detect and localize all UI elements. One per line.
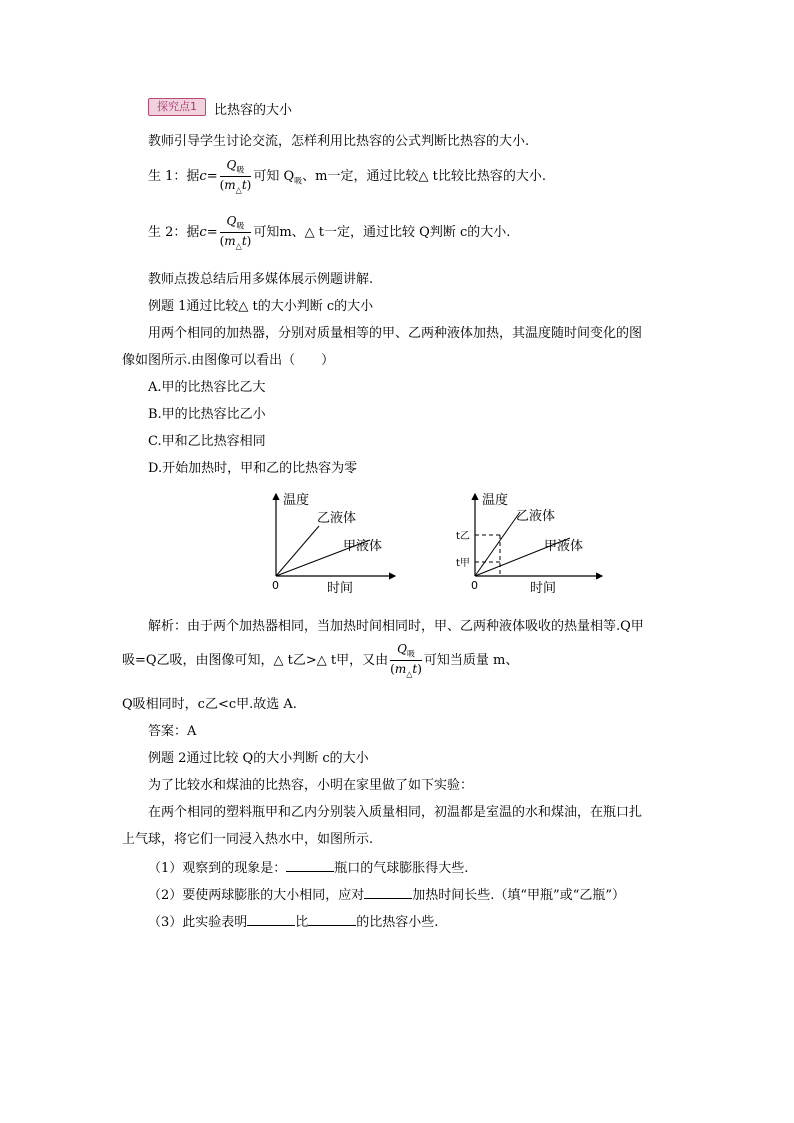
intro-text: 教师引导学生讨论交流，怎样利用比热容的公式判断比热容的大小. [148,134,530,149]
analysis-line2: 吸=Q乙吸，由图像可知，△ t乙>△ t甲，又由 $\frac{Q_吸}{(m_\triangle t)}$ 可知当质量 m、 [122,642,519,679]
question-1: （1）观察到的现象是： 瓶口的气球膨胀得大些. [148,861,469,876]
analysis-line3: Q吸相同时，c乙<c甲.故选 A. [122,697,297,712]
temperature-graph-right [452,488,612,598]
example2-title: 例题 2通过比较 Q的大小判断 c的大小 [148,751,369,766]
origin-label: 0 [471,579,478,592]
line-a-label: 乙液体 [516,509,556,524]
example2-line2: 在两个相同的塑料瓶甲和乙内分别装入质量相同，初温都是室温的水和煤油，在瓶口扎 [148,805,643,820]
example1-question-line1: 用两个相同的加热器，分别对质量相等的甲、乙两种液体加热，其温度随时间变化的图 [148,326,643,341]
formula-fraction: $\frac{Q_吸}{(m_\triangle t)}$ [390,642,422,679]
blank-1[interactable] [286,860,334,872]
option-a: A.甲的比热容比乙大 [148,380,266,395]
formula-fraction: $\frac{Q_吸}{(m_\triangle t)}$ [219,214,252,251]
formula-fraction: $\frac{Q_吸}{(m_\triangle t)}$ [219,158,252,195]
blank-2[interactable] [364,887,412,899]
line-b-label: 甲液体 [544,539,584,554]
option-b: B.甲的比热容比乙小 [148,407,266,422]
y-axis-label: 温度 [482,493,509,508]
x-axis-label: 时间 [530,581,557,596]
student1-line: 生 1：据c= $\frac{Q_吸}{(m_\triangle t)}$ 可知 $Q_吸$、m一定，通过比较△ t比较比热容的大小. [148,158,546,195]
section-title: 比热容的大小 [214,103,293,118]
analysis-line1: 解析：由于两个加热器相同，当加热时间相同时，甲、乙两种液体吸收的热量相等.Q甲 [148,619,644,634]
teacher-note: 教师点拨总结后用多媒体展示例题讲解. [148,272,374,287]
x-axis-label: 时间 [327,581,354,596]
option-d: D.开始加热时，甲和乙的比热容为零 [148,461,358,476]
line-b-label: 甲液体 [343,539,383,554]
line-a-label: 乙液体 [317,511,357,526]
line-yi [276,526,319,576]
option-c: C.甲和乙比热容相同 [148,434,266,449]
tick-yi: t乙 [456,531,470,542]
answer: 答案：A [148,724,197,739]
question-2: （2）要使两球膨胀的大小相同，应对 加热时间长些.（填“甲瓶”或“乙瓶”） [148,888,625,903]
tick-jia: t甲 [456,558,470,569]
section-badge: 探究点1 [148,98,206,116]
student2-line: 生 2：据c= $\frac{Q_吸}{(m_\triangle t)}$ 可知m、△ t一定，通过比较 Q判断 c的大小. [148,214,511,251]
example2-line3: 上气球，将它们一同浸入热水中，如图所示. [122,832,374,847]
blank-3b[interactable] [308,914,356,926]
y-axis-label: 温度 [283,493,310,508]
question-3: （3）此实验表明 比 的比热容小些. [148,915,439,930]
example1-title: 例题 1通过比较△ t的大小判断 c的大小 [148,299,374,314]
origin-label: 0 [272,579,279,592]
temperature-graph-left [255,488,405,598]
blank-3a[interactable] [247,914,295,926]
example1-question-line2: 像如图所示.由图像可以看出（ ） [122,353,335,368]
line-yi [475,512,520,576]
example2-line1: 为了比较水和煤油的比热容，小明在家里做了如下实验： [148,778,474,793]
